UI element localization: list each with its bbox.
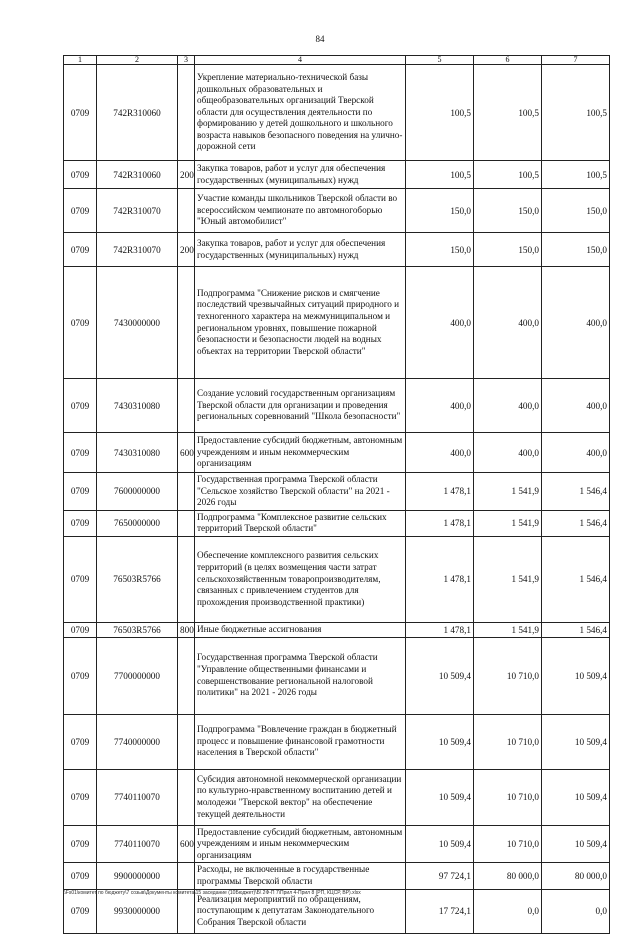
target-article-cell: 76503R5766	[97, 536, 178, 622]
amount-year-3-cell: 1 546,4	[542, 622, 610, 637]
section-code-cell: 0709	[64, 637, 97, 714]
amount-year-2-cell: 150,0	[474, 233, 542, 267]
expense-type-cell	[178, 510, 195, 536]
amount-year-3-cell: 400,0	[542, 433, 610, 473]
amount-year-3-cell: 400,0	[542, 379, 610, 433]
item-name-cell: Реализация мероприятий по обращениям, поступающим к депутатам Законодательного Собрания Тверской области	[195, 889, 406, 933]
item-name-cell: Предоставление субсидий бюджетным, автономным учреждениям и иным некоммерческим организациям	[195, 433, 406, 473]
section-code-cell: 0709	[64, 825, 97, 863]
item-name-cell: Создание условий государственным организациям Тверской области для организации и проведения региональных соревнований "Школа безопасности"	[195, 379, 406, 433]
amount-year-3-cell: 80 000,0	[542, 863, 610, 889]
table-row	[64, 536, 610, 622]
item-name-cell: Расходы, не включенные в государственные программы Тверской области	[195, 863, 406, 889]
target-article-cell: 9900000000	[97, 863, 178, 889]
section-code-cell: 0709	[64, 433, 97, 473]
amount-year-1-cell: 1 478,1	[406, 510, 474, 536]
item-name-cell: Государственная программа Тверской области "Сельское хозяйство Тверской области" на 2021 - 2026 годы	[195, 473, 406, 511]
target-article-cell: 742R310070	[97, 189, 178, 233]
target-article-cell: 7700000000	[97, 637, 178, 714]
section-code-cell: 0709	[64, 889, 97, 933]
amount-year-2-cell: 100,5	[474, 161, 542, 189]
amount-year-3-cell: 10 509,4	[542, 769, 610, 825]
amount-year-1-cell: 400,0	[406, 433, 474, 473]
amount-year-3-cell: 150,0	[542, 189, 610, 233]
section-code-cell: 0709	[64, 510, 97, 536]
column-header: 7	[542, 56, 610, 65]
target-article-cell: 7600000000	[97, 473, 178, 511]
item-name-cell: Предоставление субсидий бюджетным, автономным учреждениям и иным некоммерческим организациям	[195, 825, 406, 863]
target-article-cell: 7430000000	[97, 267, 178, 379]
expense-type-cell: 600	[178, 825, 195, 863]
expense-type-cell	[178, 637, 195, 714]
amount-year-2-cell: 1 541,9	[474, 622, 542, 637]
section-code-cell: 0709	[64, 769, 97, 825]
section-code-cell: 0709	[64, 189, 97, 233]
expense-type-cell	[178, 473, 195, 511]
amount-year-1-cell: 150,0	[406, 233, 474, 267]
item-name-cell: Подпрограмма "Снижение рисков и смягчение последствий чрезвычайных ситуаций природного и техногенного характера на межмуниципальном и региональном уровнях, повышение пожарной безопасности и безопасности людей на водных объектах на территории Тверской области"	[195, 267, 406, 379]
item-name-cell: Подпрограмма "Вовлечение граждан в бюджетный процесс и повышение финансовой грамотности населения в Тверской области"	[195, 714, 406, 769]
amount-year-3-cell: 400,0	[542, 267, 610, 379]
amount-year-2-cell: 400,0	[474, 433, 542, 473]
target-article-cell: 7740110070	[97, 825, 178, 863]
amount-year-2-cell: 10 710,0	[474, 769, 542, 825]
amount-year-2-cell: 1 541,9	[474, 473, 542, 511]
amount-year-1-cell: 100,5	[406, 65, 474, 161]
page-number: 84	[315, 34, 325, 44]
amount-year-1-cell: 400,0	[406, 379, 474, 433]
amount-year-2-cell: 10 710,0	[474, 714, 542, 769]
amount-year-3-cell: 10 509,4	[542, 714, 610, 769]
section-code-cell: 0709	[64, 233, 97, 267]
amount-year-3-cell: 100,5	[542, 65, 610, 161]
table-row	[64, 510, 610, 536]
expense-type-cell	[178, 379, 195, 433]
budget-table	[63, 55, 610, 934]
table-header-row	[64, 56, 610, 65]
amount-year-1-cell: 400,0	[406, 267, 474, 379]
amount-year-3-cell: 0,0	[542, 889, 610, 933]
expense-type-cell	[178, 267, 195, 379]
table-row	[64, 473, 610, 511]
amount-year-1-cell: 10 509,4	[406, 714, 474, 769]
table-row	[64, 233, 610, 267]
table-row	[64, 161, 610, 189]
amount-year-3-cell: 1 546,4	[542, 473, 610, 511]
amount-year-2-cell: 100,5	[474, 65, 542, 161]
table-row	[64, 189, 610, 233]
amount-year-3-cell: 10 509,4	[542, 825, 610, 863]
section-code-cell: 0709	[64, 473, 97, 511]
section-code-cell: 0709	[64, 267, 97, 379]
target-article-cell: 7430310080	[97, 379, 178, 433]
column-header: 4	[195, 56, 406, 65]
amount-year-1-cell: 10 509,4	[406, 825, 474, 863]
amount-year-2-cell: 150,0	[474, 189, 542, 233]
expense-type-cell	[178, 769, 195, 825]
amount-year-2-cell: 1 541,9	[474, 536, 542, 622]
target-article-cell: 9930000000	[97, 889, 178, 933]
item-name-cell: Государственная программа Тверской области "Управление общественными финансами и совершенствование региональной налоговой политики" на 2021 - 2026 годы	[195, 637, 406, 714]
amount-year-3-cell: 1 546,4	[542, 536, 610, 622]
target-article-cell: 7650000000	[97, 510, 178, 536]
amount-year-2-cell: 400,0	[474, 267, 542, 379]
section-code-cell: 0709	[64, 65, 97, 161]
section-code-cell: 0709	[64, 536, 97, 622]
table-row	[64, 65, 610, 161]
amount-year-2-cell: 10 710,0	[474, 637, 542, 714]
expense-type-cell: 800	[178, 622, 195, 637]
section-code-cell: 0709	[64, 161, 97, 189]
column-header: 1	[64, 56, 97, 65]
target-article-cell: 7740110070	[97, 769, 178, 825]
amount-year-1-cell: 1 478,1	[406, 622, 474, 637]
item-name-cell: Закупка товаров, работ и услуг для обеспечения государственных (муниципальных) нужд	[195, 233, 406, 267]
amount-year-1-cell: 97 724,1	[406, 863, 474, 889]
table-row	[64, 863, 610, 889]
amount-year-1-cell: 100,5	[406, 161, 474, 189]
amount-year-2-cell: 1 541,9	[474, 510, 542, 536]
amount-year-3-cell: 100,5	[542, 161, 610, 189]
file-path-footer: \\Fs01\комитет по бюджету\7 созыв\Документы комитета\15 заседание (10Бюджет)\Б\ 2Ф-П 7\Прил 4-Прил 8 (РП, КЦСР, ВР).xlsx	[63, 890, 361, 896]
amount-year-3-cell: 150,0	[542, 233, 610, 267]
amount-year-1-cell: 150,0	[406, 189, 474, 233]
item-name-cell: Субсидия автономной некоммерческой организации по культурно-нравственному воспитанию детей и молодежи "Тверской вектор" на обеспечение текущей деятельности	[195, 769, 406, 825]
table-row	[64, 433, 610, 473]
expense-type-cell: 600	[178, 433, 195, 473]
table-row	[64, 714, 610, 769]
amount-year-3-cell: 10 509,4	[542, 637, 610, 714]
target-article-cell: 742R310060	[97, 65, 178, 161]
expense-type-cell: 200	[178, 161, 195, 189]
expense-type-cell	[178, 863, 195, 889]
amount-year-1-cell: 1 478,1	[406, 473, 474, 511]
amount-year-2-cell: 400,0	[474, 379, 542, 433]
table-row	[64, 379, 610, 433]
item-name-cell: Закупка товаров, работ и услуг для обеспечения государственных (муниципальных) нужд	[195, 161, 406, 189]
column-header: 3	[178, 56, 195, 65]
amount-year-2-cell: 10 710,0	[474, 825, 542, 863]
amount-year-2-cell: 0,0	[474, 889, 542, 933]
table-row	[64, 267, 610, 379]
item-name-cell: Подпрограмма "Комплексное развитие сельских территорий Тверской области"	[195, 510, 406, 536]
item-name-cell: Укрепление материально-технической базы дошкольных образовательных и общеобразовательных организаций Тверской области для осуществления деятельности по формированию у детей дошкольного и школьного возраста навыков безопасного поведения на улично-дорожной сети	[195, 65, 406, 161]
target-article-cell: 76503R5766	[97, 622, 178, 637]
amount-year-1-cell: 17 724,1	[406, 889, 474, 933]
expense-type-cell	[178, 536, 195, 622]
table-row	[64, 769, 610, 825]
amount-year-1-cell: 10 509,4	[406, 637, 474, 714]
item-name-cell: Обеспечение комплексного развития сельских территорий (в целях возмещения части затрат сельскохозяйственным товаропроизводителям, связанных с привлечением студентов для прохождения производственной практики)	[195, 536, 406, 622]
amount-year-1-cell: 1 478,1	[406, 536, 474, 622]
table-row	[64, 637, 610, 714]
target-article-cell: 742R310060	[97, 161, 178, 189]
section-code-cell: 0709	[64, 863, 97, 889]
expense-type-cell	[178, 65, 195, 161]
expense-type-cell	[178, 714, 195, 769]
column-header: 5	[406, 56, 474, 65]
column-header: 2	[97, 56, 178, 65]
target-article-cell: 742R310070	[97, 233, 178, 267]
item-name-cell: Иные бюджетные ассигнования	[195, 622, 406, 637]
expense-type-cell	[178, 189, 195, 233]
item-name-cell: Участие команды школьников Тверской области во всероссийском чемпионате по автомногоборью "Юный автомобилист"	[195, 189, 406, 233]
table-row	[64, 825, 610, 863]
table-row	[64, 622, 610, 637]
target-article-cell: 7740000000	[97, 714, 178, 769]
column-header: 6	[474, 56, 542, 65]
section-code-cell: 0709	[64, 714, 97, 769]
target-article-cell: 7430310080	[97, 433, 178, 473]
expense-type-cell: 200	[178, 233, 195, 267]
amount-year-3-cell: 1 546,4	[542, 510, 610, 536]
amount-year-1-cell: 10 509,4	[406, 769, 474, 825]
amount-year-2-cell: 80 000,0	[474, 863, 542, 889]
section-code-cell: 0709	[64, 622, 97, 637]
section-code-cell: 0709	[64, 379, 97, 433]
